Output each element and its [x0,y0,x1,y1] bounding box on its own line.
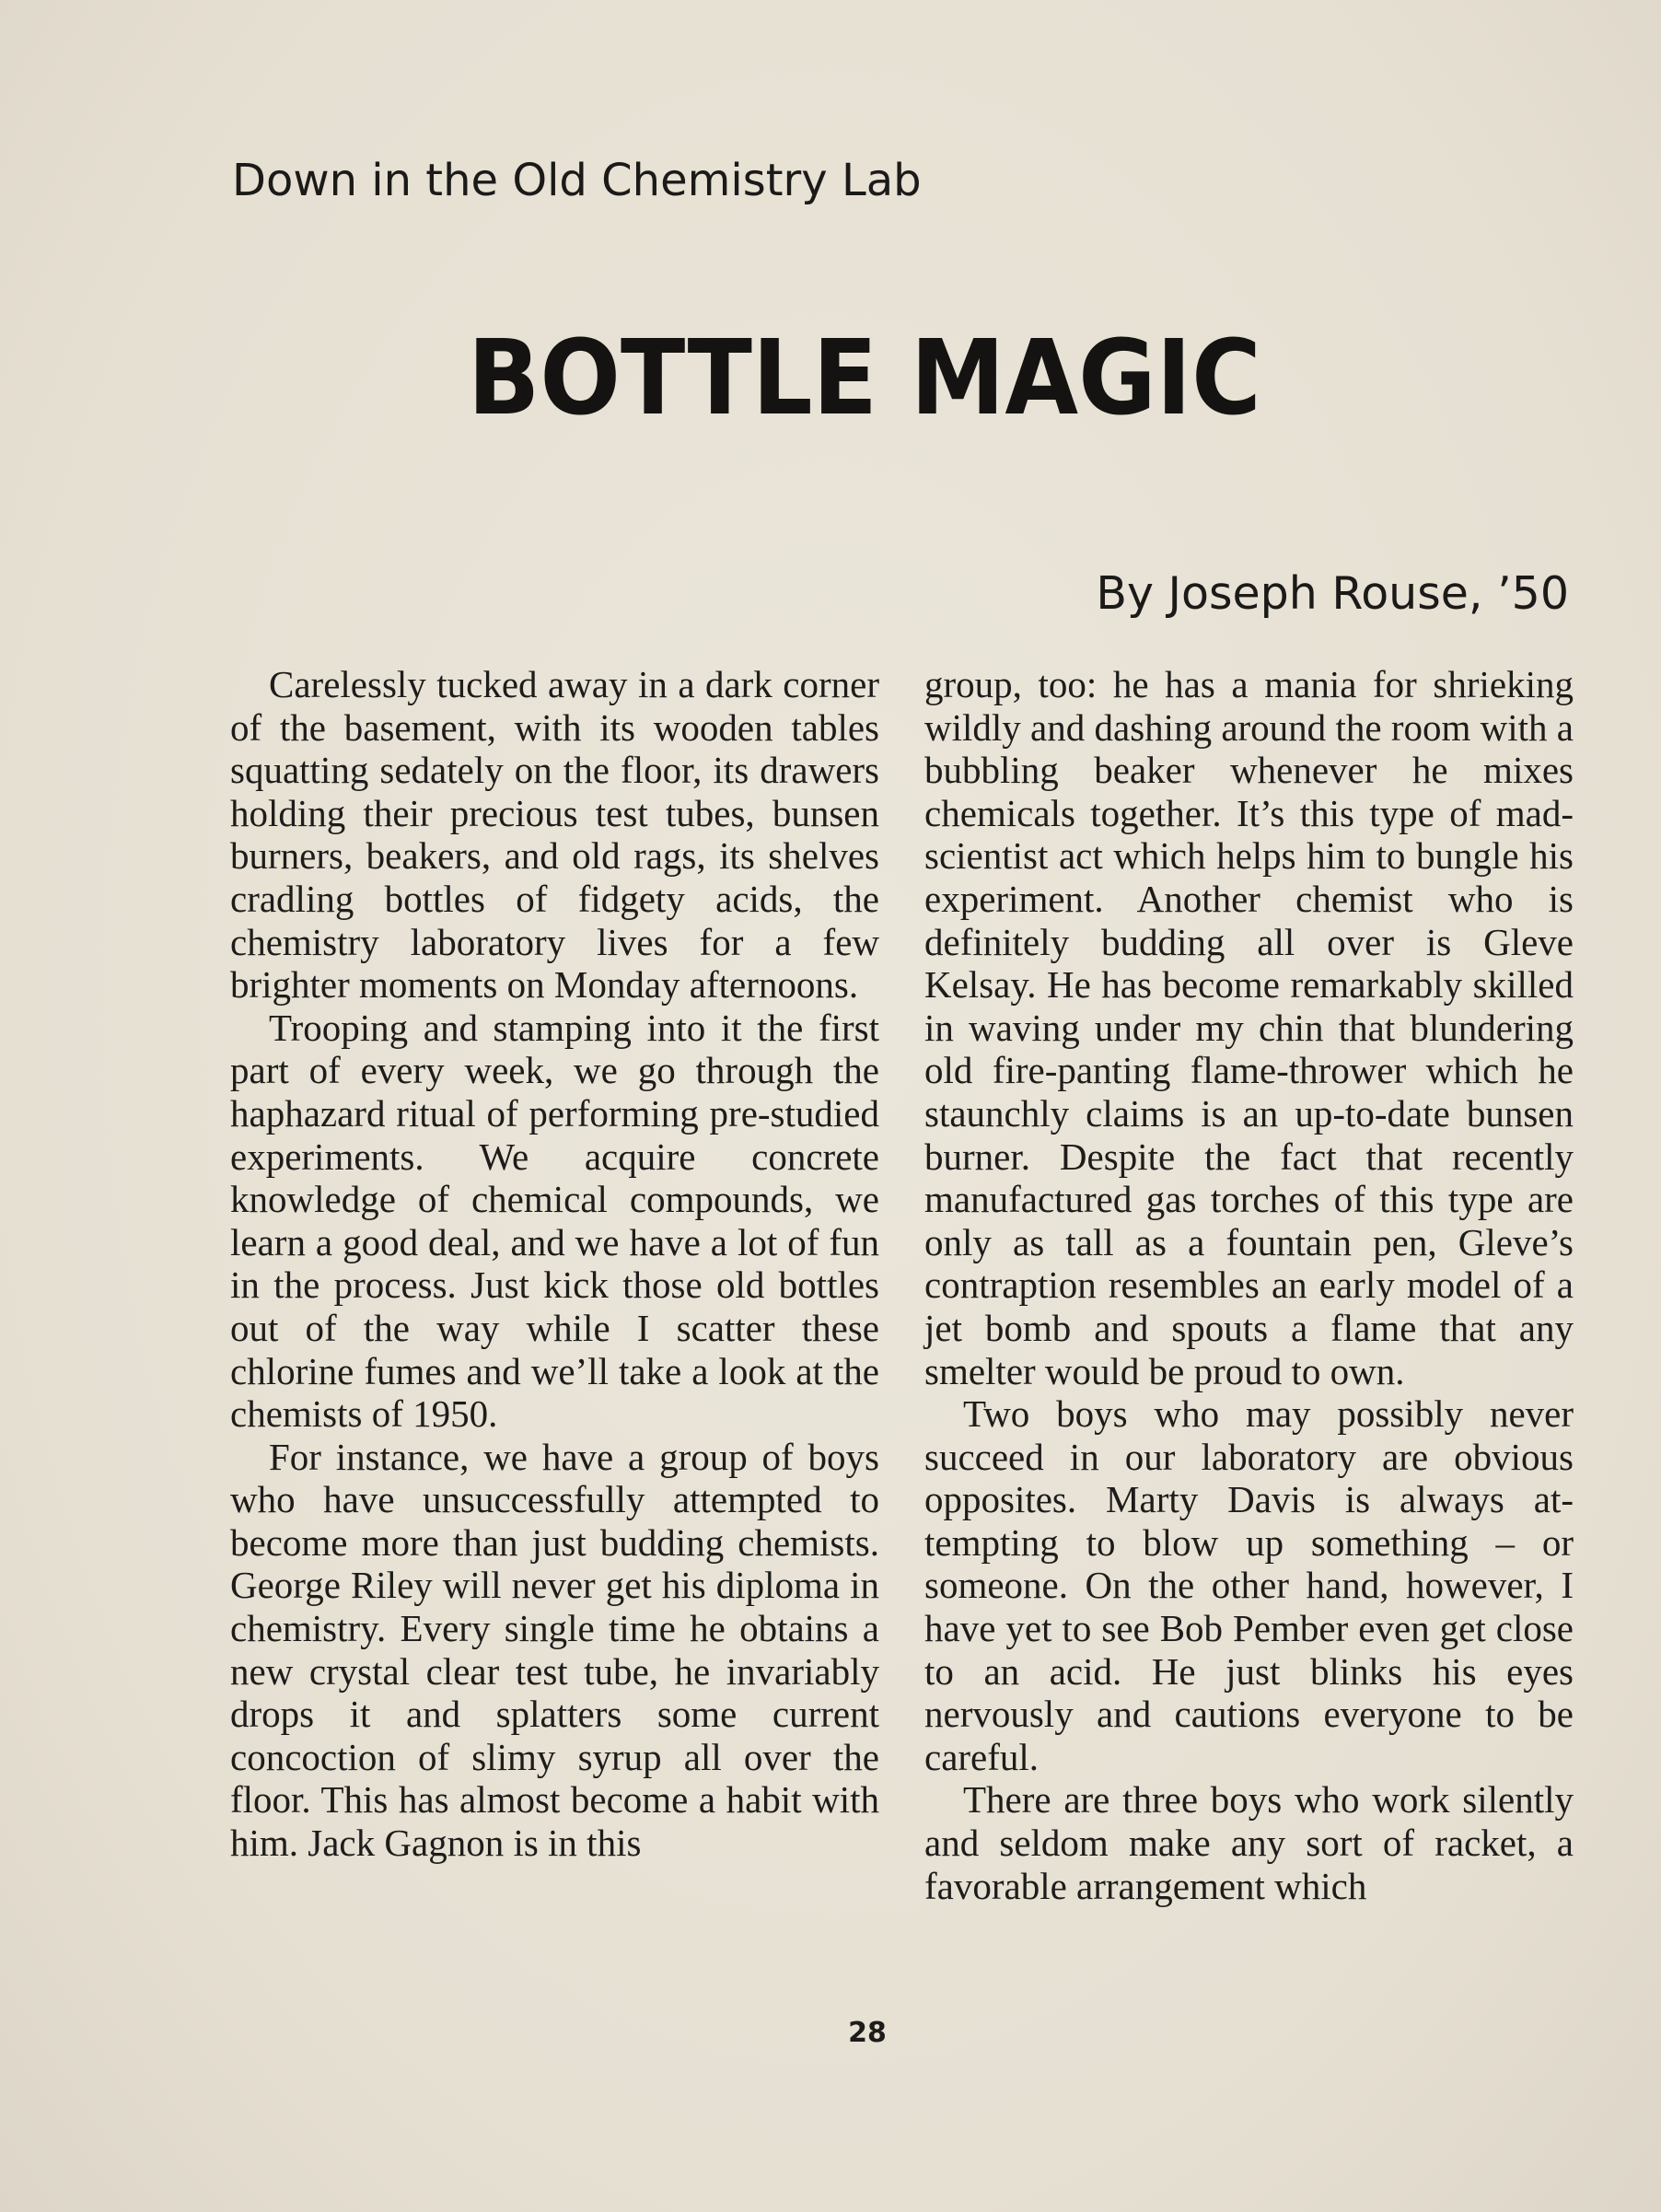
page-number: 28 [848,2017,887,2049]
paragraph: There are three boys who work silently and seldom make any sort of racket, a favorable arrangement which [924,1778,1574,1907]
article-title: BOTTLE MAGIC [467,319,1261,438]
paragraph: For instance, we have a group of boys who have unsuccessfully attempted to become more than just budding chemists. George Riley will never get his diploma in chemistry. Every single time he obtains a new crystal clear test tube, he invariably drops it and splatters some current concoction of slimy syrup all over the floor. This has almost become a habit with him. Jack Gagnon is in this [230,1435,879,1865]
article-byline: By Joseph Rouse, ’50 [1096,567,1569,620]
paragraph: Two boys who may possibly never succeed in our laboratory are obvious opposites. Marty Davis is always attempting to blow up something – or someone. On the other hand, however, I have yet to see Bob Pember even get close to an acid. He just blinks his eyes nervously and cautions everyone to be careful. [924,1392,1574,1778]
article-column-right [924,663,1574,1907]
article-column-left [230,663,879,1865]
paragraph: Carelessly tucked away in a dark corner of the basement, with its wooden tables squatting sedately on the floor, its drawers holding their precious test tubes, bunsen burners, beakers, and old rags, its shelves cradling bottles of fidgety acids, the chemistry laboratory lives for a few brighter moments on Monday afternoons. [230,663,879,1007]
section-kicker: Down in the Old Chemistry Lab [232,155,922,206]
paragraph: group, too: he has a mania for shrieking wildly and dashing around the room with a bubbling beaker whenever he mixes chemicals together. It’s this type of mad-scientist act which helps him to bungle his experiment. Another chemist who is definitely budding all over is Gleve Kelsay. He has become remarkably skilled in waving under my chin that blundering old fire-panting flame-thrower which he staunchly claims is an up-to-date bunsen burner. Despite the fact that recently manufactured gas torches of this type are only as tall as a fountain pen, Gleve’s contraption resembles an early model of a jet bomb and spouts a flame that any smelter would be proud to own. [924,663,1574,1392]
paragraph: Trooping and stamping into it the first part of every week, we go through the haphazard ritual of performing pre-studied experiments. We acquire concrete knowledge of chemical compounds, we learn a good deal, and we have a lot of fun in the process. Just kick those old bottles out of the way while I scatter these chlorine fumes and we’ll take a look at the chemists of 1950. [230,1006,879,1436]
